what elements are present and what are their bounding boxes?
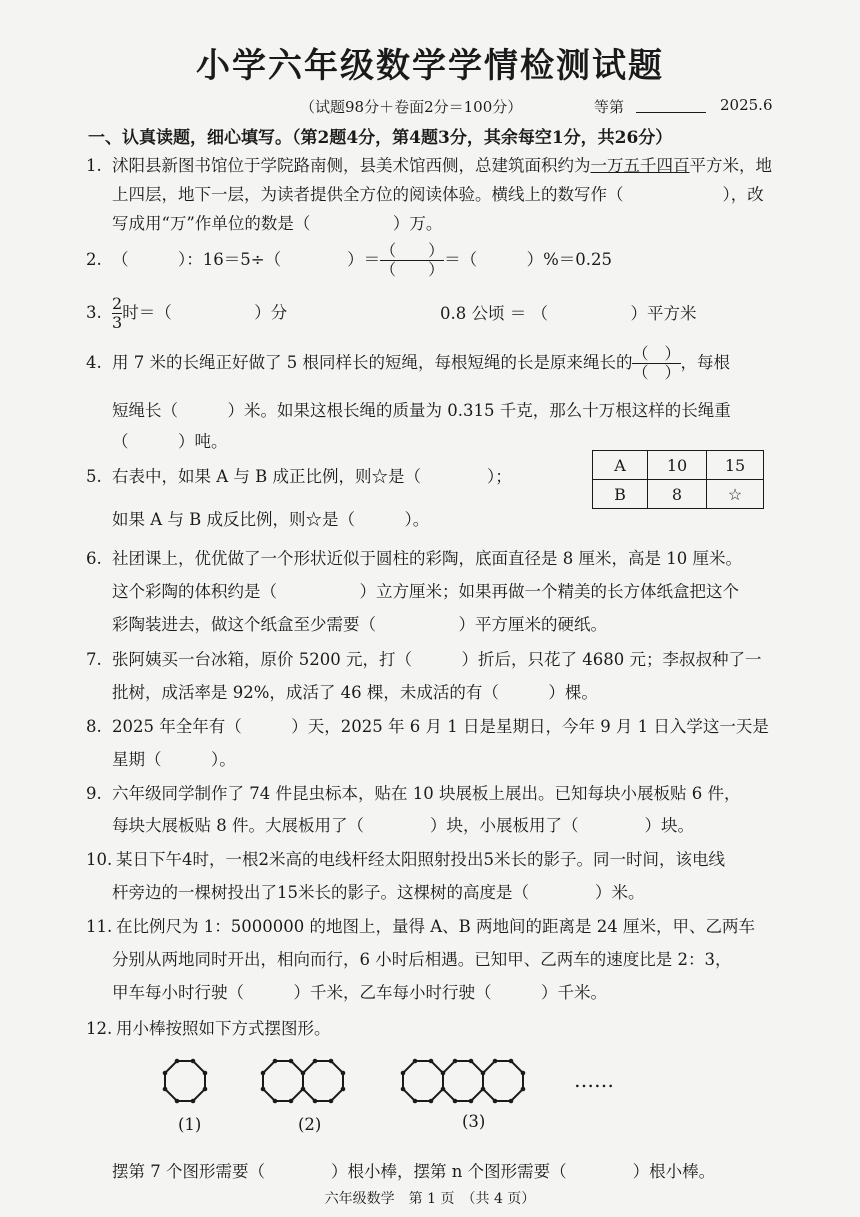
table-cell: 8 — [648, 480, 707, 509]
octagon-pattern-figure — [150, 1050, 670, 1140]
question-11-line-2: 分别从两地同时开出，相向而行，6 小时后相遇。已知甲、乙两车的速度比是 2：3， — [112, 950, 732, 969]
question-6: 6. 社团课上，优优做了一个形状近似于圆柱的彩陶，底面直径是 8 厘米，高是 10 厘米。 — [86, 549, 742, 568]
figure-label-2: (2) — [298, 1115, 322, 1134]
question-12: 12. 用小棒按照如下方式摆图形。 — [86, 1019, 331, 1038]
question-7: 7. 张阿姨买一台冰箱，原价 5200 元，打（ ）折后，只花了 4680 元；李叔叔种了一 — [86, 650, 762, 669]
underlined-number: 一万五千四百 — [590, 156, 690, 175]
question-4: 4. 用 7 米的长绳正好做了 5 根同样长的短绳，每根短绳的长是原来绳长的 $\frac{( )}{( )}$ ，每根 — [86, 344, 730, 382]
question-9-line-2: 每块大展板贴 8 件。大展板用了（ ）块，小展板用了（ ）块。 — [112, 816, 694, 835]
question-1: 1. 沭阳县新图书馆位于学院路南侧，县美术馆西侧，总建筑面积约为一万五千四百平方米，地 — [86, 156, 772, 175]
fraction-two-thirds: $\frac{2}{3}$ — [112, 294, 123, 332]
question-10-line-2: 杆旁边的一棵树投出了15米长的影子。这棵树的高度是（ ）米。 — [112, 883, 645, 902]
table-row — [593, 480, 764, 509]
octagon-2a — [263, 1061, 303, 1101]
octagon-3c — [483, 1061, 523, 1101]
table-cell: 15 — [707, 451, 764, 480]
table-cell: 10 — [648, 451, 707, 480]
score-info: （试题98分＋卷面2分＝100分） — [300, 98, 523, 116]
question-8: 8. 2025 年全年有（ ）天，2025 年 6 月 1 日是星期日，今年 9 月 1 日入学这一天是 — [86, 717, 769, 736]
octagon-1 — [165, 1061, 205, 1101]
exam-date: 2025.6 — [720, 96, 773, 114]
octagon-3a — [403, 1061, 443, 1101]
question-6-line-2: 这个彩陶的体积约是（ ）立方厘米；如果再做一个精美的长方体纸盒把这个 — [112, 582, 739, 601]
grade-blank[interactable] — [636, 112, 706, 113]
question-12-line-2: 摆第 7 个图形需要（ ）根小棒，摆第 n 个图形需要（ ）根小棒。 — [112, 1162, 716, 1181]
figure-label-3: (3) — [462, 1112, 486, 1131]
proportion-table — [592, 450, 764, 509]
table-cell: A — [593, 451, 648, 480]
question-8-line-2: 星期（ ）。 — [112, 750, 236, 769]
grade-label: 等第 — [594, 98, 625, 116]
question-1-line-2: 上四层，地下一层，为读者提供全方位的阅读体验。横线上的数写作（ ），改 — [112, 185, 764, 204]
question-9: 9. 六年级同学制作了 74 件昆虫标本，贴在 10 块展板上展出。已知每块小展板贴 6 件， — [86, 784, 741, 803]
figure-label-1: (1) — [178, 1115, 202, 1134]
table-row — [593, 451, 764, 480]
question-4-line-2: 短绳长（ ）米。如果这根长绳的质量为 0.315 千克，那么十万根这样的长绳重 — [112, 401, 731, 420]
question-11-line-3: 甲车每小时行驶（ ）千米，乙车每小时行驶（ ）千米。 — [112, 983, 607, 1002]
continuation-dots: …… — [574, 1068, 614, 1092]
question-5-line-2: 如果 A 与 B 成反比例，则☆是（ ）。 — [112, 510, 430, 529]
fraction-blank[interactable]: $\frac{( )}{( )}$ — [632, 344, 681, 382]
octagon-3b — [443, 1061, 483, 1101]
section-heading: 一、认真读题，细心填写。（第2题4分，第4题3分，其余每空1分，共26分） — [88, 128, 673, 148]
question-3-part-b: 0.8 公顷 ＝ （ ）平方米 — [440, 304, 697, 323]
page-title: 小学六年级数学学情检测试题 — [196, 46, 664, 86]
table-cell: ☆ — [707, 480, 764, 509]
page-footer: 六年级数学 第 1 页 （共 4 页） — [324, 1191, 536, 1207]
question-6-line-3: 彩陶装进去，做这个纸盒至少需要（ ）平方厘米的硬纸。 — [112, 615, 607, 634]
question-7-line-2: 批树，成活率是 92%，成活了 46 棵，未成活的有（ ）棵。 — [112, 683, 598, 702]
question-1-line-3: 写成用“万”作单位的数是（ ）万。 — [112, 214, 443, 233]
question-4-line-3: （ ）吨。 — [112, 432, 228, 451]
question-10: 10. 某日下午4时，一根2米高的电线杆经太阳照射投出5米长的影子。同一时间，该电线 — [86, 850, 725, 869]
question-3: 3. $\frac{2}{3}$ 时＝（ ）分 — [86, 294, 288, 332]
question-11: 11. 在比例尺为 1：5000000 的地图上，量得 A、B 两地间的距离是 24 厘米，甲、乙两车 — [86, 917, 755, 936]
octagon-2b — [303, 1061, 343, 1101]
table-cell: B — [593, 480, 648, 509]
question-2: 2. （ ）：16＝5÷（ ）＝ $\frac{( )}{( )}$ ＝（ ）%＝0.25 — [86, 241, 613, 279]
question-5: 5. 右表中，如果 A 与 B 成正比例，则☆是（ ）； — [86, 467, 512, 486]
fraction-blank[interactable]: $\frac{( )}{( )}$ — [380, 241, 445, 279]
